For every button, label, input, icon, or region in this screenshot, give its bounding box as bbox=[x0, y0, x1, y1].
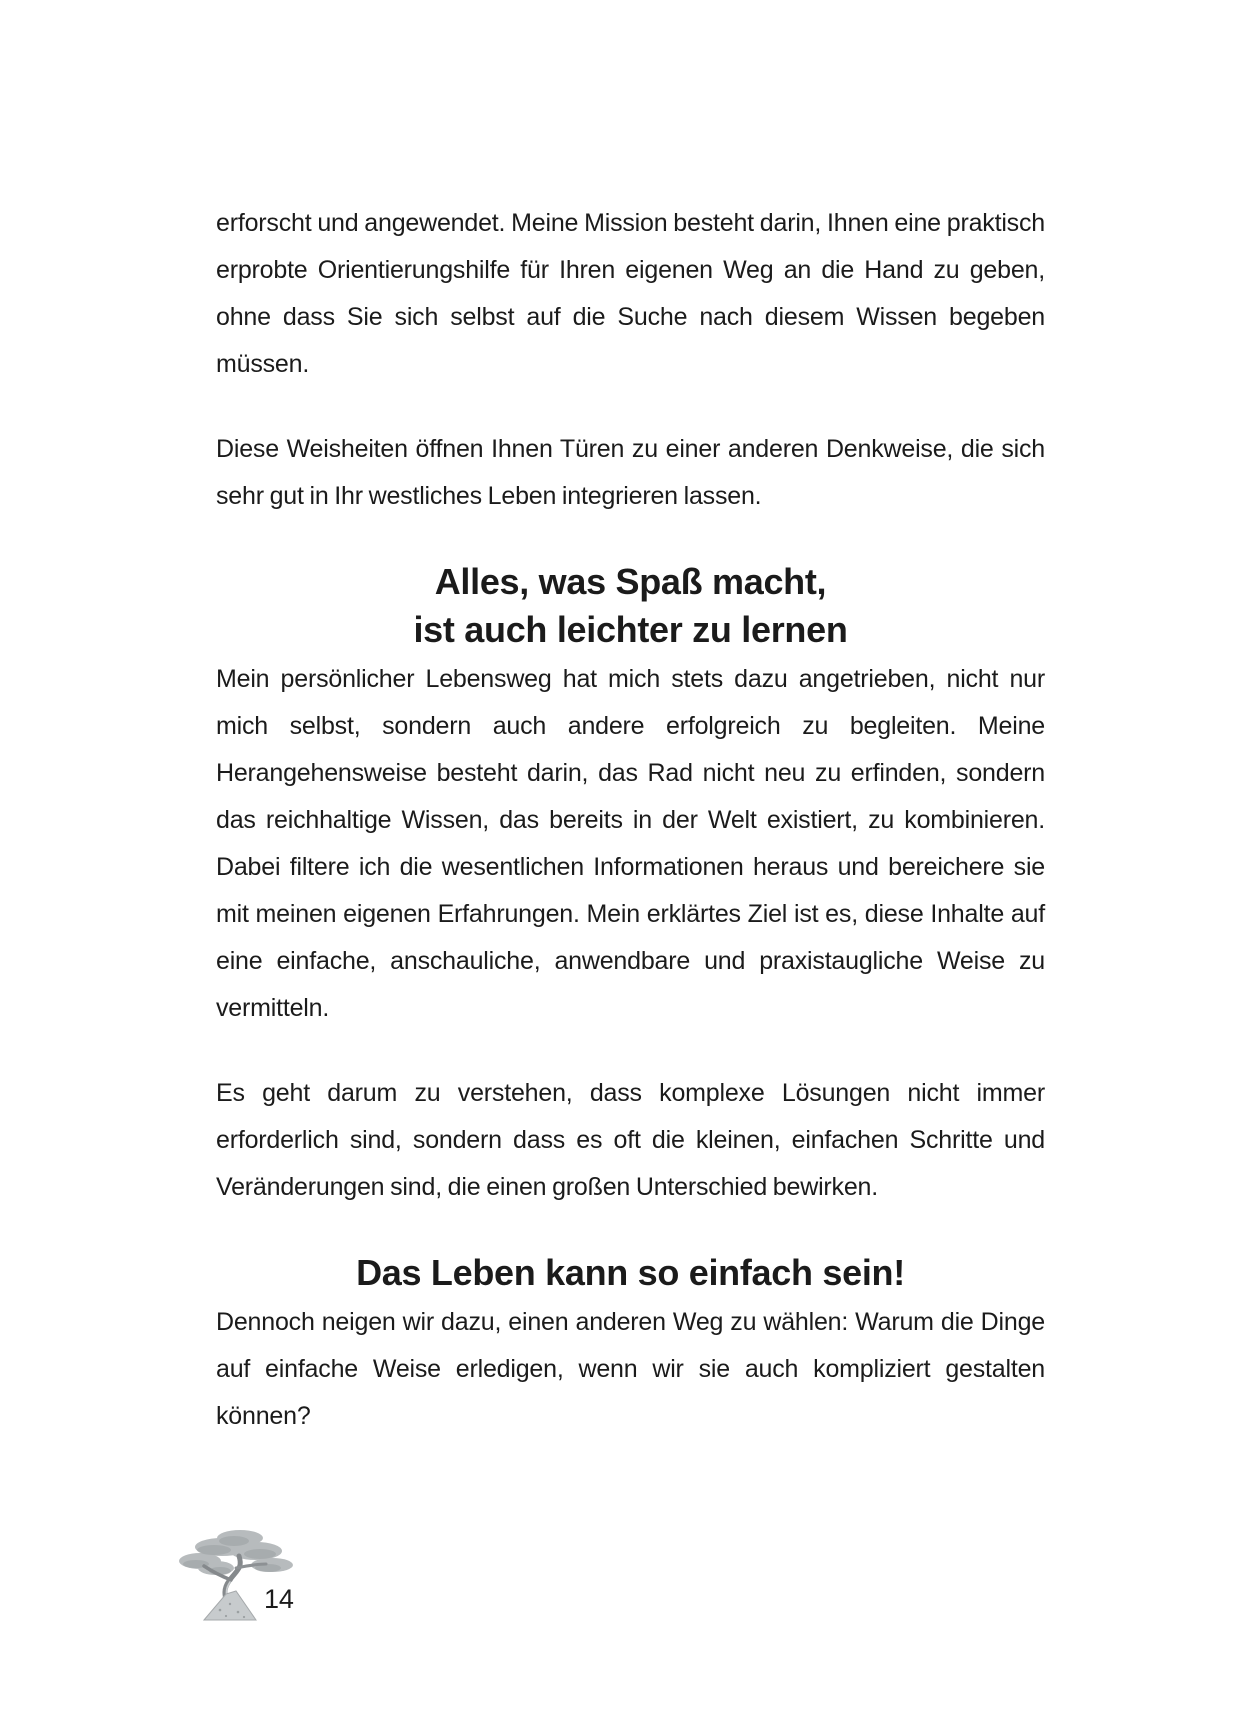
body-paragraph-5: Dennoch neigen wir dazu, einen anderen Weg zu wählen: Warum die Dinge auf einfache Weise erledigen, wenn wir sie auch kompliziert gestalten können? bbox=[216, 1308, 1045, 1430]
body-paragraph-3: Mein persönlicher Lebensweg hat mich stets dazu angetrieben, nicht nur mich selbst, sondern auch andere erfolgreich zu begleiten. Meine Herangehensweise besteht darin, das Rad nicht neu zu erfinden, sondern das reichhaltige Wissen, das bereits in der Welt existiert, zu kombinieren. Dabei filtere ich die wesentlichen Informationen heraus und bereichere sie mit meinen eigenen Erfahrungen. Mein erklärtes Ziel ist es, diese Inhalte auf eine einfache, anschauliche, anwendbare und praxistaugliche Weise zu vermitteln. bbox=[216, 665, 1045, 1022]
page-number: 14 bbox=[264, 1584, 294, 1614]
section-heading-1-line-2: ist auch leichter zu lernen bbox=[413, 609, 848, 650]
body-paragraph-4: Es geht darum zu verstehen, dass komplexe Lösungen nicht immer erforderlich sind, sondern dass es oft die kleinen, einfachen Schritte und Veränderungen sind, die einen großen Unterschied bewirken. bbox=[216, 1079, 1045, 1201]
section-heading-1-line-1: Alles, was Spaß macht, bbox=[434, 561, 827, 602]
section-heading-1 bbox=[216, 558, 1045, 654]
page-content bbox=[216, 200, 1045, 1478]
page-footer bbox=[176, 1524, 376, 1634]
section-heading-2: Das Leben kann so einfach sein! bbox=[356, 1252, 905, 1293]
body-paragraph-2: Diese Weisheiten öffnen Ihnen Türen zu einer anderen Denkweise, die sich sehr gut in Ihr westliches Leben integrieren lassen. bbox=[216, 435, 1045, 510]
body-paragraph-1: erforscht und angewendet. Meine Mission besteht darin, Ihnen eine praktisch erprobte Orientierungshilfe für Ihren eigenen Weg an die Hand zu geben, ohne dass Sie sich selbst auf die Suche nach diesem Wissen begeben müssen. bbox=[216, 209, 1045, 378]
